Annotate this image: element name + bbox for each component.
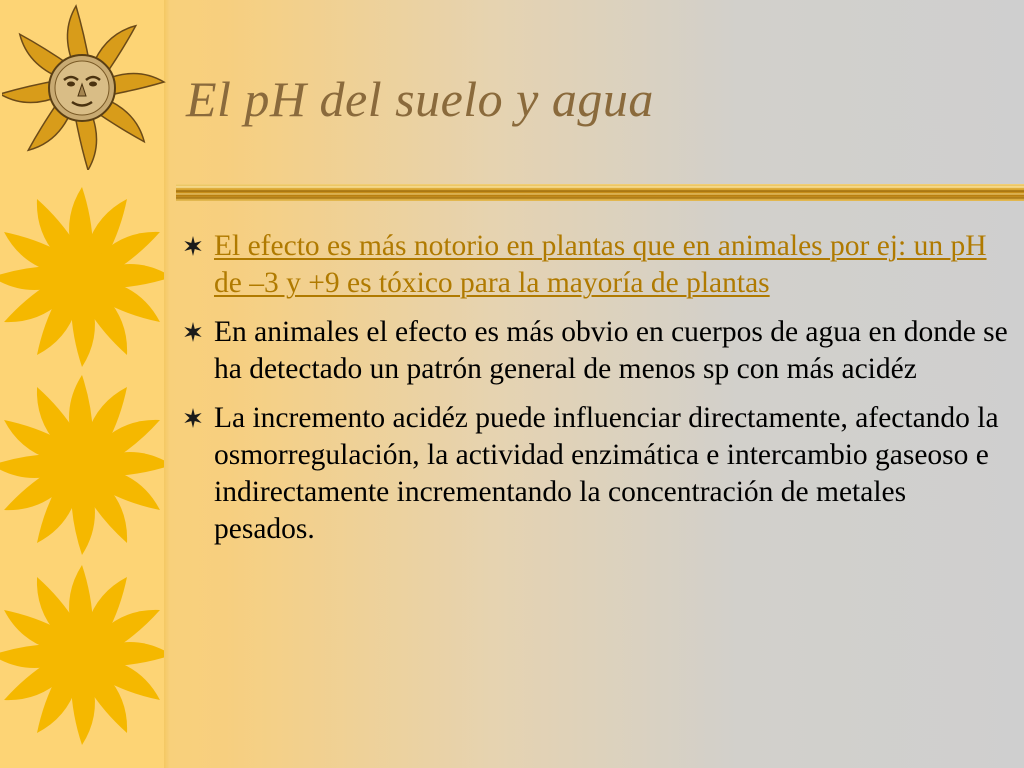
bullet-list bbox=[182, 228, 1012, 560]
bullet-link[interactable]: El efecto es más notorio en plantas que en animales por ej: un pH de –3 y +9 es tóxico para la mayoría de plantas bbox=[214, 230, 987, 299]
title-underline-bar bbox=[176, 182, 1024, 203]
six-point-star-icon bbox=[182, 228, 214, 257]
list-item[interactable] bbox=[182, 228, 1012, 302]
six-point-star-icon bbox=[182, 400, 214, 429]
list-item bbox=[182, 400, 1012, 548]
sun-icon bbox=[0, 182, 164, 372]
sun-face-icon bbox=[2, 2, 166, 170]
sun-icon bbox=[0, 560, 164, 750]
slide-title: El pH del suelo y agua bbox=[186, 71, 654, 127]
sun-icon bbox=[0, 370, 164, 560]
six-point-star-icon bbox=[182, 314, 214, 343]
list-item bbox=[182, 314, 1012, 388]
bullet-text: En animales el efecto es más obvio en cuerpos de agua en donde se ha detectado un patrón general de menos sp con más acidéz bbox=[214, 316, 1008, 385]
bullet-text: La incremento acidéz puede influenciar directamente, afectando la osmorregulación, la actividad enzimática e intercambio gaseoso e indirectamente incrementando la concentración de metales pesados. bbox=[214, 402, 999, 545]
